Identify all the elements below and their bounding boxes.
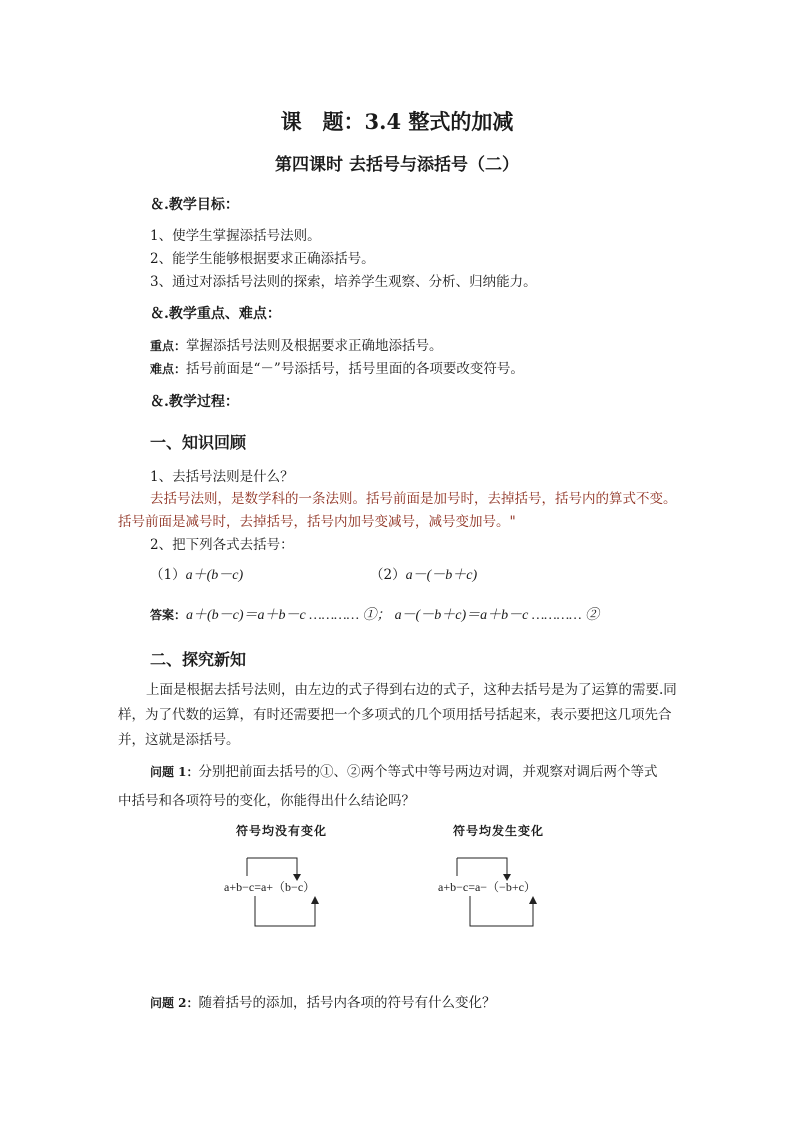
- diagram-left-title: 符号均没有变化: [236, 824, 328, 838]
- expression-2-number: （2）: [370, 567, 406, 583]
- page-subtitle: 第四课时 去括号与添括号（二）: [275, 155, 519, 175]
- diagram-left-expression: a+b−c=a+（b−c）: [224, 880, 316, 894]
- explore-paragraph: 上面是根据去括号法则，由左边的式子得到右边的式子，这种去括号是为了运算的需要.同样，为了代数的运算，有时还需要把一个多项式的几个项用括号括起来，表示要把这几项先合并，这就是添括号。: [118, 682, 677, 748]
- problem-2-line: [150, 991, 496, 1011]
- review-question-2: 2、把下列各式去括号：: [150, 537, 294, 553]
- objective-item-3: 3、通过对添括号法则的探索，培养学生观察、分析、归纳能力。: [150, 274, 537, 290]
- page-title: 课 题：3.4 整式的加减: [280, 109, 514, 134]
- answer-label: 答案：: [150, 608, 187, 622]
- difficulty-label: 难点：: [150, 362, 187, 376]
- expression-1-formula: a＋(b－c): [185, 568, 244, 583]
- review-heading: 一、知识回顾: [150, 433, 247, 452]
- problem-1-line-2: 中括号和各项符号的变化，你能得出什么结论吗？: [118, 793, 415, 809]
- problem-2-label: 问题 2：: [150, 996, 199, 1010]
- diagram-right-expression: a+b−c=a−（−b+c）: [438, 880, 536, 894]
- objective-item-1: 1、使学生掌握添括号法则。: [150, 228, 321, 244]
- review-answer-line-1: 去括号法则，是数学科的一条法则。括号前面是加号时，去掉括号，括号内的算式不变。: [150, 491, 677, 507]
- answer-2: a－(－b＋c)＝a＋b－c ………… ②: [394, 608, 600, 623]
- difficulty-line: [150, 357, 524, 377]
- review-answer-line-2: 括号前面是减号时，去掉括号，括号内加号变减号，减号变加号。": [118, 514, 516, 530]
- focus-line: [150, 334, 443, 354]
- problem-1-label: 问题 1：: [150, 765, 199, 779]
- focus-text: 掌握添括号法则及根据要求正确地添括号。: [186, 338, 443, 354]
- expression-2: [370, 563, 477, 584]
- problem-1-text-1: 分别把前面去括号的①、②两个等式中等号两边对调，并观察对调后两个等式: [198, 764, 658, 780]
- expression-1: [150, 563, 243, 584]
- objective-item-2: 2、能学生能够根据要求正确添括号。: [150, 251, 375, 267]
- objectives-heading: ＆.教学目标：: [150, 197, 239, 213]
- problem-2-text: 随着括号的添加，括号内各项的符号有什么变化？: [198, 995, 496, 1011]
- difficulty-text: 括号前面是“－”号添括号，括号里面的各项要改变符号。: [186, 361, 524, 377]
- diagram-right-title: 符号均发生变化: [453, 824, 545, 838]
- answer-1: a＋(b－c)＝a＋b－c ………… ①；: [186, 608, 391, 623]
- expression-1-number: （1）: [150, 567, 186, 583]
- keypoints-heading: ＆.教学重点、难点：: [150, 306, 281, 322]
- process-heading: ＆.教学过程：: [150, 394, 239, 410]
- problem-1-line-1: [150, 760, 658, 780]
- focus-label: 重点：: [150, 339, 187, 353]
- review-question-1: 1、去括号法则是什么？: [150, 469, 294, 485]
- expression-2-formula: a－(－b＋c): [405, 568, 478, 583]
- answer-line: [150, 604, 599, 624]
- explore-heading: 二、探究新知: [150, 650, 247, 669]
